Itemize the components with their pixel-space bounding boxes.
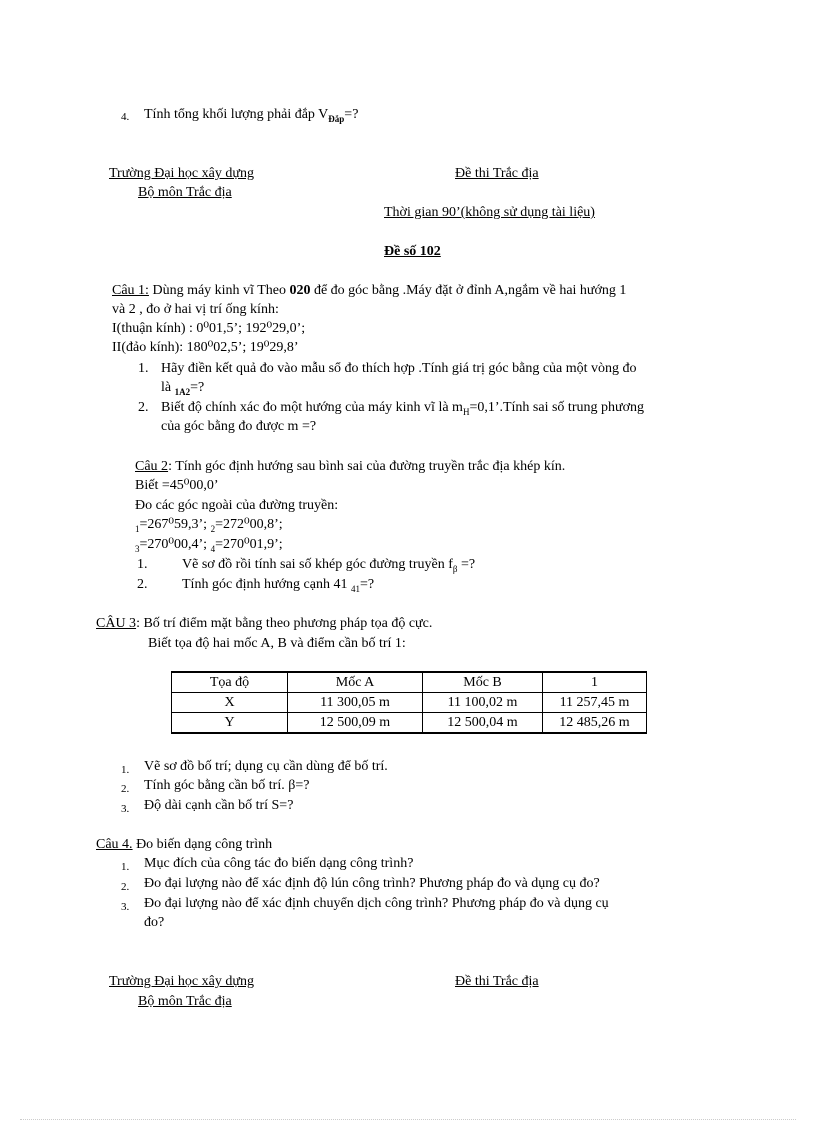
question-2-line-5: $_3$=270⁰00,4’; $_4$=270⁰01,9’;	[135, 537, 283, 554]
table-header-cell: 1	[543, 672, 647, 693]
coordinate-table	[171, 671, 647, 734]
table-header-cell: Mốc B	[423, 672, 543, 693]
table-cell: 12 500,04 m	[423, 713, 543, 734]
question-1-item-2-cont: của góc bằng đo được m =?	[161, 419, 317, 434]
question-1-line-4: II(đảo kính): 180⁰02,5’; 19⁰29,8’	[112, 340, 299, 355]
top-question-text: Tính tổng khối lượng phải đắp $V_{Đắp}=$?	[144, 107, 359, 124]
list-number: 2.	[137, 577, 148, 592]
department-name: Bộ môn Trắc địa	[138, 185, 232, 200]
list-number: 1.	[121, 861, 130, 873]
question-2-line-3: Đo các góc ngoài của đường truyền:	[135, 498, 339, 513]
list-number: 3.	[121, 803, 130, 815]
table-cell: 12 485,26 m	[543, 713, 647, 734]
question-1-line-1: Câu 1: Dùng máy kinh vĩ Theo 020 để đo góc bằng .Máy đặt ở đỉnh A,ngắm về hai hướng 1	[112, 283, 627, 298]
table-cell: Y	[172, 713, 288, 734]
question-1-item-1-cont: là $_{1A2}$=?	[161, 380, 205, 397]
question-3-item: Tính góc bằng cần bố trí. β=?	[144, 778, 310, 793]
table-row	[172, 713, 647, 734]
exam-title: Đề thi Trắc địa	[455, 166, 539, 181]
list-number: 2.	[121, 881, 130, 893]
list-number: 4.	[121, 111, 130, 123]
department-name: Bộ môn Trắc địa	[138, 994, 232, 1009]
question-2-item-1: Vẽ sơ đồ rồi tính sai số khép góc đường truyền $f_\beta$ =?	[182, 557, 476, 574]
table-header-cell: Mốc A	[288, 672, 423, 693]
question-3-item: Vẽ sơ đồ bố trí; dụng cụ cần dùng để bố trí.	[144, 759, 388, 774]
table-row	[172, 693, 647, 713]
question-1-line-2: và 2 , đo ở hai vị trí ống kính:	[112, 302, 279, 317]
list-number: 1.	[137, 557, 148, 572]
question-3-line-2: Biết tọa độ hai mốc A, B và điểm cần bố trí 1:	[148, 636, 406, 651]
exam-duration: Thời gian 90’(không sử dụng tài liệu)	[384, 205, 595, 220]
table-cell: 11 300,05 m	[288, 693, 423, 713]
table-cell: 11 257,45 m	[543, 693, 647, 713]
question-2-line-4: $_1$=267⁰59,3’; $_2$=272⁰00,8’;	[135, 517, 283, 534]
table-cell: X	[172, 693, 288, 713]
question-4-title: Câu 4. Đo biến dạng công trình	[96, 837, 273, 852]
table-header-cell: Tọa độ	[172, 672, 288, 693]
question-1-item-1: Hãy điền kết quả đo vào mẫu sổ đo thích hợp .Tính giá trị góc bằng của một vòng đo	[161, 361, 637, 376]
list-number: 1.	[138, 361, 149, 376]
question-2-line-1: Câu 2: Tính góc định hướng sau bình sai của đường truyền trắc địa khép kín.	[135, 459, 566, 474]
exam-title: Đề thi Trắc địa	[455, 974, 539, 989]
table-cell: 11 100,02 m	[423, 693, 543, 713]
question-3-line-1: CÂU 3: Bố trí điểm mặt bằng theo phương pháp tọa độ cực.	[96, 616, 433, 631]
question-2-item-2: Tính góc định hướng cạnh 41 $_{41}$=?	[182, 577, 375, 594]
exam-number: Đề số 102	[384, 244, 441, 259]
question-4-item: Đo đại lượng nào để xác định chuyển dịch công trình? Phương pháp đo và dụng cụ	[144, 896, 609, 911]
question-2-line-2: Biết =45⁰00,0’	[135, 478, 219, 493]
table-header-row	[172, 672, 647, 693]
question-1-line-3: I(thuận kính) : 0⁰01,5’; 192⁰29,0’;	[112, 321, 306, 336]
question-3-item: Độ dài cạnh cần bố trí S=?	[144, 798, 294, 813]
page-bottom-divider	[20, 1119, 796, 1120]
question-4-item-cont: đo?	[144, 915, 165, 930]
school-name: Trường Đại học xây dựng	[109, 166, 254, 181]
school-name: Trường Đại học xây dựng	[109, 974, 254, 989]
question-4-item: Mục đích của công tác đo biến dạng công trình?	[144, 856, 414, 871]
question-1-item-2: Biết độ chính xác đo một hướng của máy kinh vĩ là $m_H=0,1’.Tính$ sai số trung phương	[161, 400, 644, 417]
list-number: 1.	[121, 764, 130, 776]
table-cell: 12 500,09 m	[288, 713, 423, 734]
list-number: 3.	[121, 901, 130, 913]
list-number: 2.	[138, 400, 149, 415]
list-number: 2.	[121, 783, 130, 795]
question-4-item: Đo đại lượng nào để xác định độ lún công trình? Phương pháp đo và dụng cụ đo?	[144, 876, 600, 891]
